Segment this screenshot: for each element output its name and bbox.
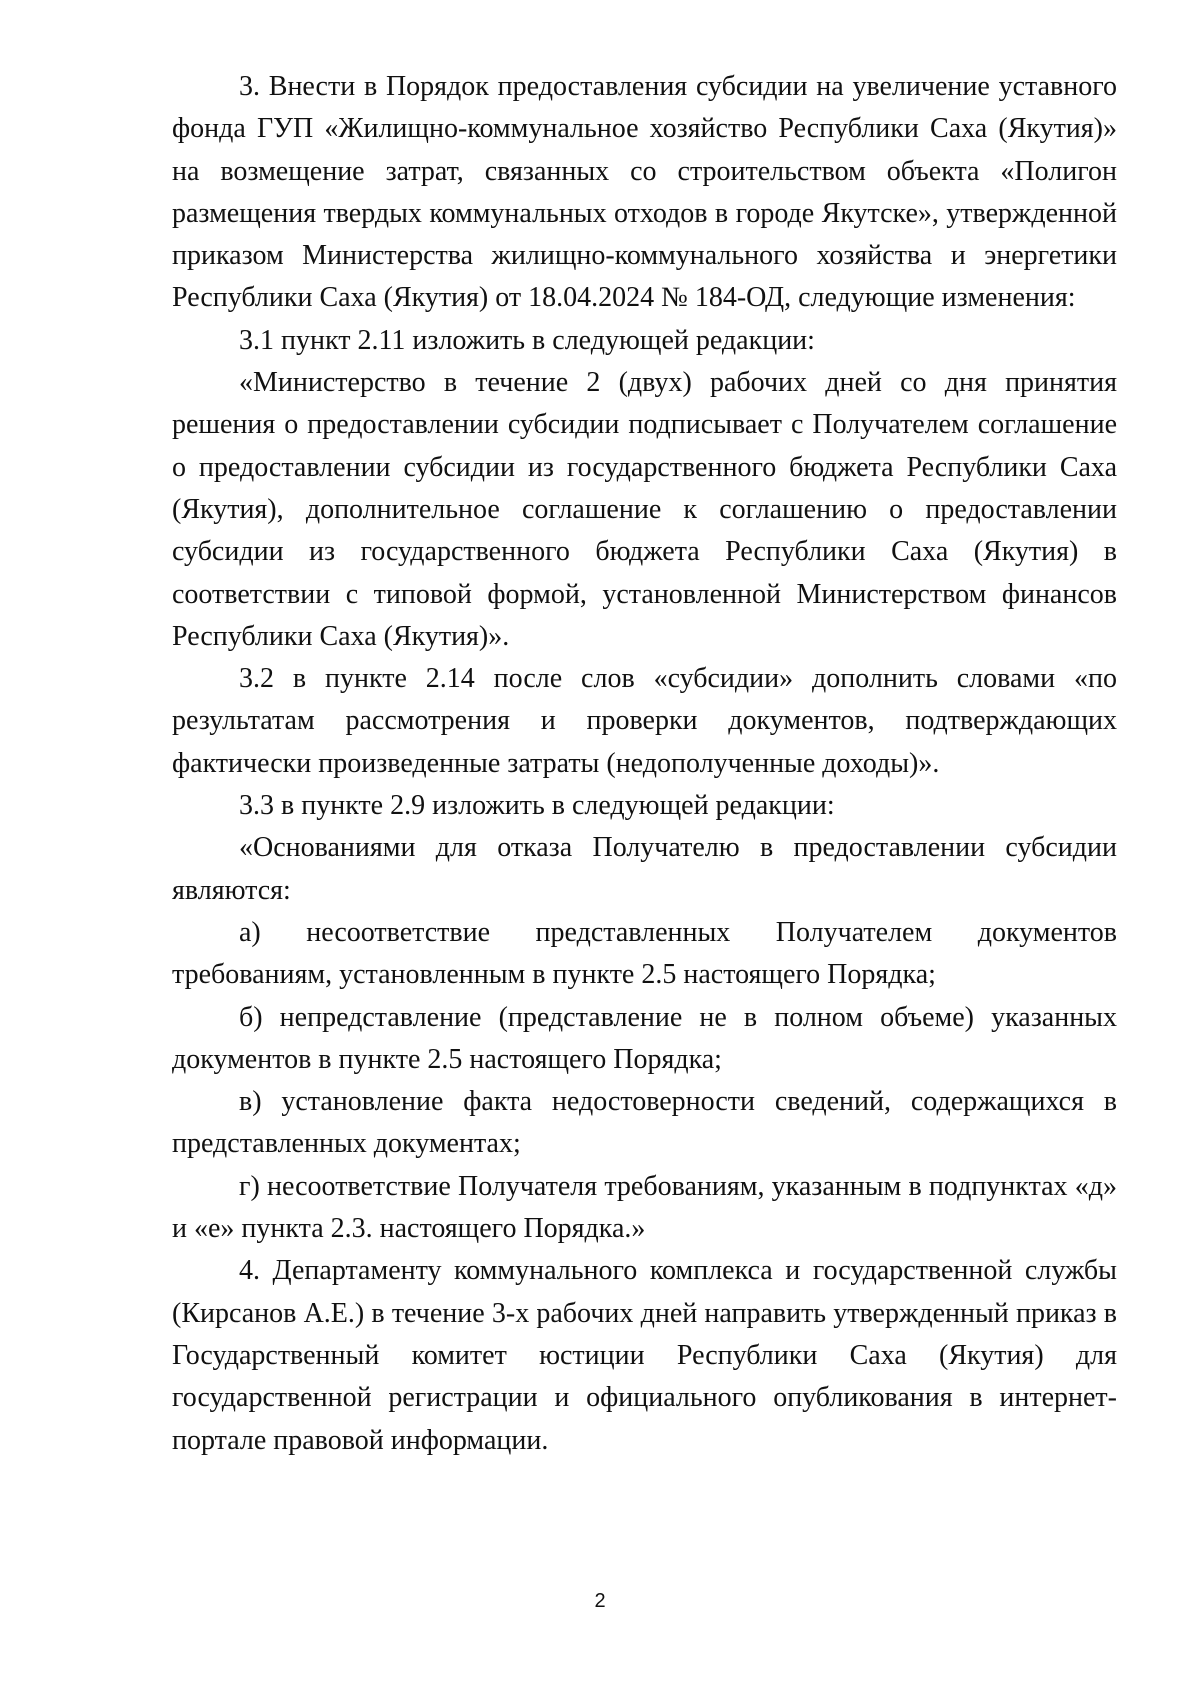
paragraph-item-3-2: 3.2 в пункте 2.14 после слов «субсидии» дополнить словами «по результатам рассмотрения и проверки документов, подтверждающих фактически произведенные затраты (недополученные доходы)». <box>172 663 1117 779</box>
paragraph-item-4: 4. Департаменту коммунального комплекса и государственной службы (Кирсанов А.Е.) в течение 3-х рабочих дней направить утвержденный приказ в Государственный комитет юстиции Республики Саха (Якутия) для государственной регистрации и официального опубликования в интернет-портале правовой информации. <box>172 1255 1117 1456</box>
paragraph-item-3-3: 3.3 в пункте 2.9 изложить в следующей редакции: <box>239 790 835 822</box>
document-body <box>172 66 1117 1462</box>
paragraph-quote-2-9: «Основаниями для отказа Получателю в предоставлении субсидии являются: <box>172 832 1117 906</box>
paragraph-subitem-b: б) непредставление (представление не в полном объеме) указанных документов в пункте 2.5 настоящего Порядка; <box>172 1001 1117 1075</box>
paragraph-quote-2-11: «Министерство в течение 2 (двух) рабочих дней со дня принятия решения о предоставлении субсидии подписывает с Получателем соглашение о предоставлении субсидии из государственного бюджета Республики Саха (Якутия), дополнительное соглашение к соглашению о предоставлении субсидии из государственного бюджета Республики Саха (Якутия) в соответствии с типовой формой, установленной Министерством финансов Республики Саха (Якутия)». <box>172 367 1117 652</box>
paragraph-subitem-g: г) несоответствие Получателя требованиям, указанным в подпунктах «д» и «е» пункта 2.3. настоящего Порядка.» <box>172 1170 1117 1245</box>
paragraph-subitem-v: в) установление факта недостоверности сведений, содержащихся в представленных документах; <box>172 1086 1117 1160</box>
paragraph-item-3: 3. Внести в Порядок предоставления субсидии на увеличение уставного фонда ГУП «Жилищно-коммунальное хозяйство Республики Саха (Якутия)» на возмещение затрат, связанных со строительством объекта «Полигон размещения твердых коммунальных отходов в городе Якутске», утвержденной приказом Министерства жилищно-коммунального хозяйства и энергетики Республики Саха (Якутия) от 18.04.2024 № 184-ОД, следующие изменения: <box>172 71 1117 314</box>
page-number: 2 <box>594 1590 606 1612</box>
paragraph-item-3-1: 3.1 пункт 2.11 изложить в следующей редакции: <box>239 324 815 356</box>
paragraph-subitem-a: а) несоответствие представленных Получателем документов требованиям, установленным в пункте 2.5 настоящего Порядка; <box>172 916 1117 991</box>
